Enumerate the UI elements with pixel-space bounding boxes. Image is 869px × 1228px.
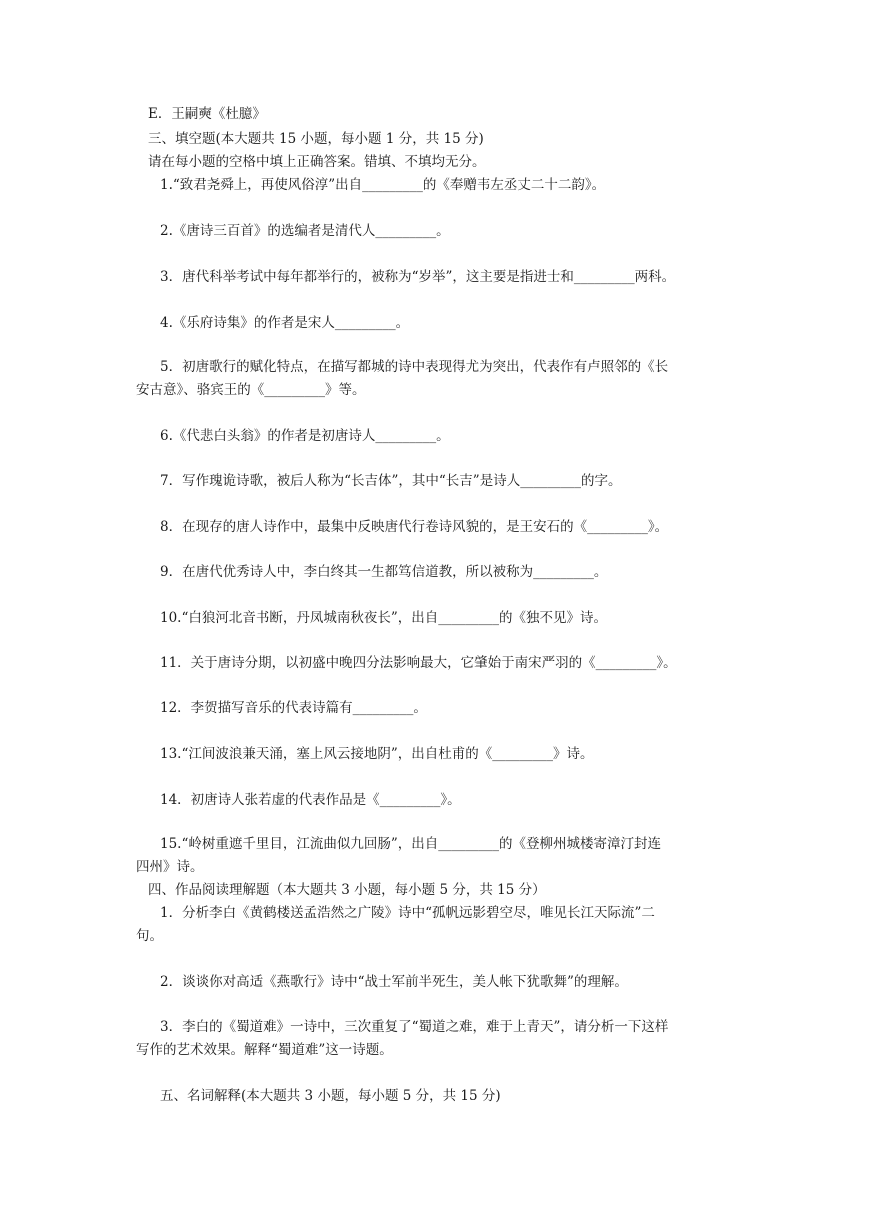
fill-question-4: 4.《乐府诗集》的作者是宋人_________。 <box>160 315 410 331</box>
fill-question-13: 13.“江间波浪兼天涌，塞上风云接地阴”，出自杜甫的《_________》诗。 <box>160 746 594 762</box>
fill-question-10: 10.“白狼河北音书断，丹凤城南秋夜长”，出自_________的《独不见》诗。 <box>160 610 608 626</box>
reading-question-1-line2: 句。 <box>136 928 163 944</box>
reading-question-1-line1: 1．分析李白《黄鹤楼送孟浩然之广陵》诗中“孤帆远影碧空尽，唯见长江天际流”二 <box>160 905 655 921</box>
fill-question-12: 12．李贺描写音乐的代表诗篇有_________。 <box>160 700 427 716</box>
fill-question-5-line1: 5．初唐歌行的赋化特点，在描写都城的诗中表现得尤为突出，代表作有卢照邻的《长 <box>160 359 669 375</box>
fill-question-11: 11．关于唐诗分期，以初盛中晚四分法影响最大，它肇始于南宋严羽的《_________》。 <box>160 655 677 671</box>
fill-question-8: 8．在现存的唐人诗作中，最集中反映唐代行卷诗风貌的，是王安石的《_________》。 <box>160 519 669 535</box>
fill-question-14: 14．初唐诗人张若虚的代表作品是《_________》。 <box>160 792 461 808</box>
section3-instruction: 请在每小题的空格中填上正确答案。错填、不填均无分。 <box>148 154 486 170</box>
section3-title: 三、填空题(本大题共 15 小题，每小题 1 分，共 15 分) <box>148 131 484 147</box>
option-e: E．王嗣奭《杜臆》 <box>148 106 266 122</box>
fill-question-1: 1.“致君尧舜上，再使风俗淳”出自_________的《奉赠韦左丞丈二十二韵》。 <box>160 177 606 193</box>
reading-question-3-line2: 写作的艺术效果。解释“蜀道难”这一诗题。 <box>136 1042 393 1058</box>
reading-question-2: 2．谈谈你对高适《燕歌行》诗中“战士军前半死生，美人帐下犹歌舞”的理解。 <box>160 974 628 990</box>
fill-question-9: 9．在唐代优秀诗人中，李白终其一生都笃信道教，所以被称为_________。 <box>160 564 608 580</box>
fill-question-3: 3．唐代科举考试中每年都举行的，被称为“岁举”，这主要是指进士和_________两科。 <box>160 269 676 285</box>
fill-question-6: 6.《代悲白头翁》的作者是初唐诗人_________。 <box>160 428 450 444</box>
fill-question-5-line2: 安古意》、骆宾王的《_________》等。 <box>136 382 366 398</box>
fill-question-15-line1: 15.“岭树重遮千里目，江流曲似九回肠”，出自_________的《登柳州城楼寄漳汀封连 <box>160 836 662 852</box>
fill-question-7: 7．写作瑰诡诗歌，被后人称为“长吉体”，其中“长吉”是诗人_________的字。 <box>160 473 622 489</box>
section5-title: 五、名词解释(本大题共 3 小题，每小题 5 分，共 15 分) <box>160 1088 501 1104</box>
fill-question-2: 2.《唐诗三百首》的选编者是清代人_________。 <box>160 223 450 239</box>
section4-title: 四、作品阅读理解题（本大题共 3 小题，每小题 5 分，共 15 分） <box>148 882 546 898</box>
fill-question-15-line2: 四州》诗。 <box>136 859 204 875</box>
reading-question-3-line1: 3．李白的《蜀道难》一诗中，三次重复了“蜀道之难，难于上青天”，请分析一下这样 <box>160 1019 669 1035</box>
